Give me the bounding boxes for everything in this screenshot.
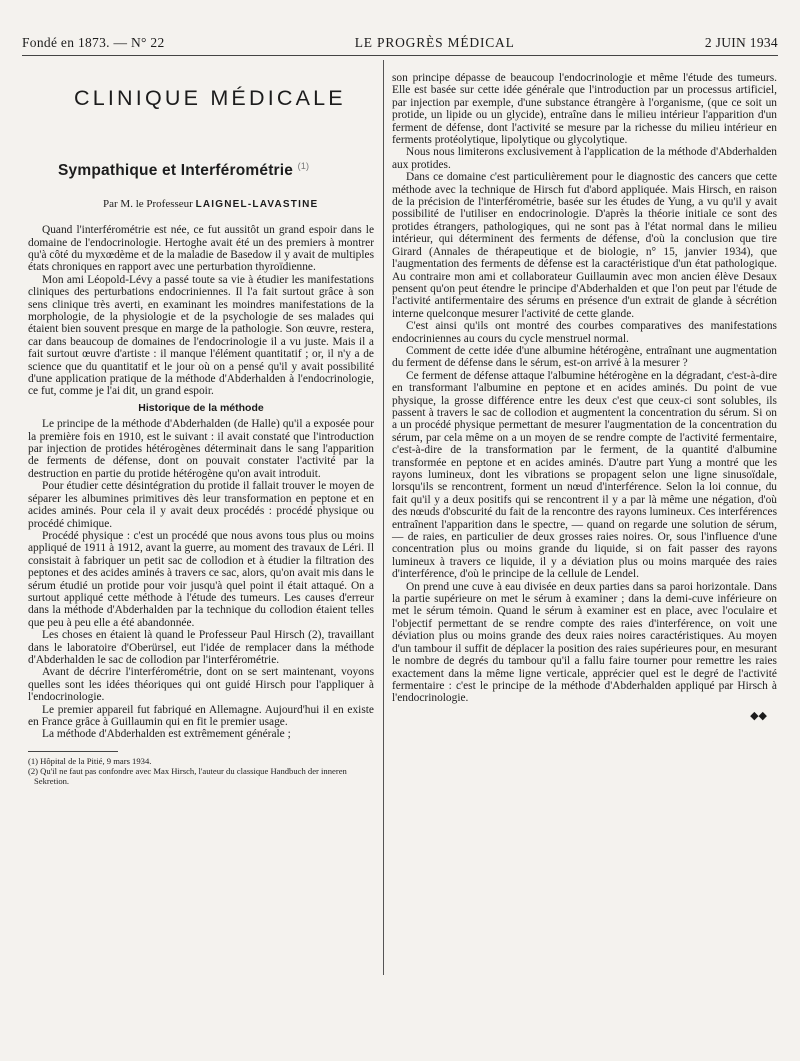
- paragraph: Procédé physique : c'est un procédé que nous avons tous plus ou moins appliqué de 1911 à 1912, avant la guerre, au moment des travaux de Léri. Il consistait à fabriquer un petit sac de collodion et à étudier la filtration des peptones et des acides aminés à travers ce sac, alors, qu'on avait mis dans le sérum étudié un protide pour voir jusqu'à quel point il était attaqué. On a surtout appliqué cette méthode à l'étude des tumeurs. Les causes d'erreur dans la méthode d'Abderhalden par la technique du collodion étaient telles que peu à peu elle a été abandonnée.: [28, 529, 374, 629]
- footnote-rule: [28, 751, 118, 752]
- paragraph: La méthode d'Abderhalden est extrêmement générale ;: [42, 728, 291, 741]
- column-divider: [383, 60, 384, 975]
- author-name: LAIGNEL-LAVASTINE: [195, 199, 319, 211]
- footnote: (1) Hôpital de la Pitié, 9 mars 1934.: [28, 755, 152, 766]
- paragraph: Dans ce domaine c'est particulièrement pour le diagnostic des cancers que cette méthode avec la technique de Hirsch fut d'abord appliquée. Mais Hirsch, en raison de la précision de l'interférométrie, basée sur les études de Yung, a vu qu'il y avait possibilité de l'utiliser en endocrinologie. D'après la théorie initiale ce sont des protides étrangers, pathologiques, qui ne sont pas à l'état normal dans le milieu intérieur, qui déterminent des ferments de défense, d'où la conclusion que tire Girard (Annales de thérapeutique et de biologie, n° 15, janvier 1934), que l'augmentation des ferments de défense est la caractéristique d'un état pathologique. Au contraire mon ami et collaborateur Guillaumin avec mon ancien élève Desaux pensent qu'on peut étendre le principe d'Abderhalden et que l'on peut par l'étude de l'activité antifermentaire des sérums en présence d'un extrait de glande à sécrétion interne quelconque mesurer l'activité de cette glande.: [392, 171, 777, 320]
- founded-note: Fondé en 1873. — N° 22: [22, 35, 165, 50]
- paragraph: Ce ferment de défense attaque l'albumine hétérogène en la dégradant, c'est-à-dire en transformant l'albumine en peptone et en acides aminés. Du point de vue physique, la grosse différence entre les deux c'est que ceux-ci sont solubles, ils passent à travers le sac de collodion et augmentent la concentration du sérum. Si on a un procédé physique permettant de mesurer l'augmentation de la concentration du sérum, par cela même on a un moyen de se rendre compte de l'activité fermentaire, c'est-à-dire de la transformation par le ferment, de la quantité d'albumine transformée en peptone et en acides aminés. D'autre part Yung a montré que les rayons lumineux, dont les vibrations se propagent selon une ligne sinusoïdale, lorsqu'ils se rencontrent, forment un nœud d'interférence. Selon la loi connue, du fait qu'il y a deux positifs qui se rencontrent il y a par là même une négation, d'où des nœuds d'obscurité du fait de la rencontre des rayons lumineux. Ces interférences entraînent l'apparition dans le spectre, — quand on regarde une solution de sérum, — de raies, en particulier de deux grosses raies noires. Or, sous l'influence d'une concentration plus ou moins grande du liquide, si on fait passer des rayons lumineux à travers ce liquide, il y a déviation plus ou moins marquée des raies d'interférence, d'où le principe de la cellule de Lendel.: [392, 369, 777, 581]
- journal-title: LE PROGRÈS MÉDICAL: [354, 35, 515, 50]
- subheading: Historique de la méthode: [138, 401, 264, 414]
- paragraph: Pour étudier cette désintégration du protide il fallait trouver le moyen de séparer les albumines primitives dès leur transformation en peptone et en acides aminés. Pour cela il y avait deux procédés : procédé physique ou procédé chimique.: [28, 480, 374, 530]
- paragraph: On prend une cuve à eau divisée en deux parties dans sa paroi horizontale. Dans la partie supérieure on met le sérum à examiner ; dans la demi-cuve inférieure on met le sérum témoin. Quand le sérum à examiner est en place, avec l'oculaire et l'objectif permettant de se rendre compte des raies d'interférence, on voit une déviation plus ou moins grande des deux raies noires caractéristiques. Au moyen d'un tambour il suffit de déplacer la position des raies supérieures pour, en mesurant le nombre de degrés du tambour qu'il a fallu faire tourner pour remettre les raies exactement dans la même ligne verticale, apprécier quel est le degré de l'activité fermentaire : c'est le principe de la méthode d'Abderhalden appliqué par Hirsch à l'endocrinologie.: [392, 580, 777, 705]
- running-head: [22, 35, 778, 51]
- issue-date: 2 JUIN 1934: [704, 35, 778, 50]
- paragraph: Le premier appareil fut fabriqué en Allemagne. Aujourd'hui il en existe en France grâce à Guillaumin qui en fit le premier usage.: [28, 703, 374, 728]
- section-title: CLINIQUE MÉDICALE: [74, 86, 346, 110]
- paragraph: Les choses en étaient là quand le Professeur Paul Hirsch (2), travaillant dans le laboratoire d'Oberürsel, eut l'idée de remplacer dans la méthode d'Abderhalden le sac de collodion par l'interférométrie.: [28, 629, 374, 666]
- right-column: [392, 62, 777, 1021]
- left-column: [28, 62, 374, 1021]
- paragraph: Mon ami Léopold-Lévy a passé toute sa vie à étudier les manifestations cliniques des perturbations endocriniennes. Il l'a fait surtout grâce à son sens clinique très averti, en examinant les moindres manifestations de la morphologie, de la physiologie et de la psychologie de ses malades qui étaient bien souvent presque en marge de la pathologie. Son œuvre, restera, car dans beaucoup de domaines de l'endocrinologie il a vu juste. Mais il a fait surtout œuvre d'artiste : il manque l'élément quantitatif ; or, il n'y a de science que du quantitatif et le jour où on a pensé qu'il y avait possibilité d'une application pratique de la méthode d'Abderhalden à l'endocrinologie, ce fut, comme je l'ai dit, un grand espoir.: [28, 273, 374, 398]
- right-body: [392, 72, 777, 705]
- paragraph: Nous nous limiterons exclusivement à l'application de la méthode d'Abderhalden aux protides.: [392, 146, 777, 171]
- paragraph: Comment de cette idée d'une albumine hétérogène, entraînant une augmentation du ferment de défense dans le sérum, est-on arrivé à la mesurer ?: [392, 344, 777, 370]
- article-title: [58, 161, 374, 180]
- footnotes: [28, 756, 374, 786]
- paragraph: Quand l'interférométrie est née, ce fut aussitôt un grand espoir dans le domaine de l'endocrinologie. Hertoghe avait été un des premiers à montrer qu'à côté du myxœdème et de la maladie de Basedow il y avait de multiples états chroniques en rapport avec une perturbation thyroïdienne.: [28, 224, 374, 274]
- paragraph: C'est ainsi qu'ils ont montré des courbes comparatives des manifestations endocriniennes au cours du cycle menstruel normal.: [392, 320, 777, 345]
- article-title-text: Sympathique et Interférométrie: [58, 162, 294, 180]
- byline: [103, 198, 374, 210]
- header-rule: [22, 55, 778, 56]
- paragraph: Avant de décrire l'interférométrie, dont on se sert maintenant, voyons quelles sont les idées théoriques qui ont guidé Hirsch pour l'appliquer à l'endocrinologie.: [28, 666, 374, 704]
- title-footnote-ref: (1): [297, 161, 310, 171]
- byline-prefix: Par M. le Professeur: [103, 198, 193, 211]
- paragraph: Le principe de la méthode d'Abderhalden (de Halle) qu'il a exposée pour la première fois en 1910, est le suivant : il avait constaté que l'introduction par injection de protides hétérogènes déterminait dans le sang l'apparition de ferments de défense, dont on pouvait constater l'activité par la destruction en partie du protide hétérogène qu'on avait introduit.: [28, 418, 374, 480]
- end-ornament: ◆◆: [750, 709, 767, 722]
- paragraph: son principe dépasse de beaucoup l'endocrinologie et même l'étude des tumeurs. Elle est basée sur cette idée générale que l'introduction par un processus artificiel, par injection par exemple, d'une substance étrangère à l'organisme, (que ce soit un protide, un lipide ou un glycide), entraîne dans le milieu intérieur l'apparition d'un ferment de défense, dont l'activité se mesure par la richesse du milieu intérieur en ferments protéolytique, lipolytique ou glycolytique.: [392, 72, 777, 147]
- footnote: (2) Qu'il ne faut pas confondre avec Max Hirsch, l'auteur du classique Handbuch der inneren Sekretion.: [28, 765, 347, 786]
- left-body: [28, 224, 374, 741]
